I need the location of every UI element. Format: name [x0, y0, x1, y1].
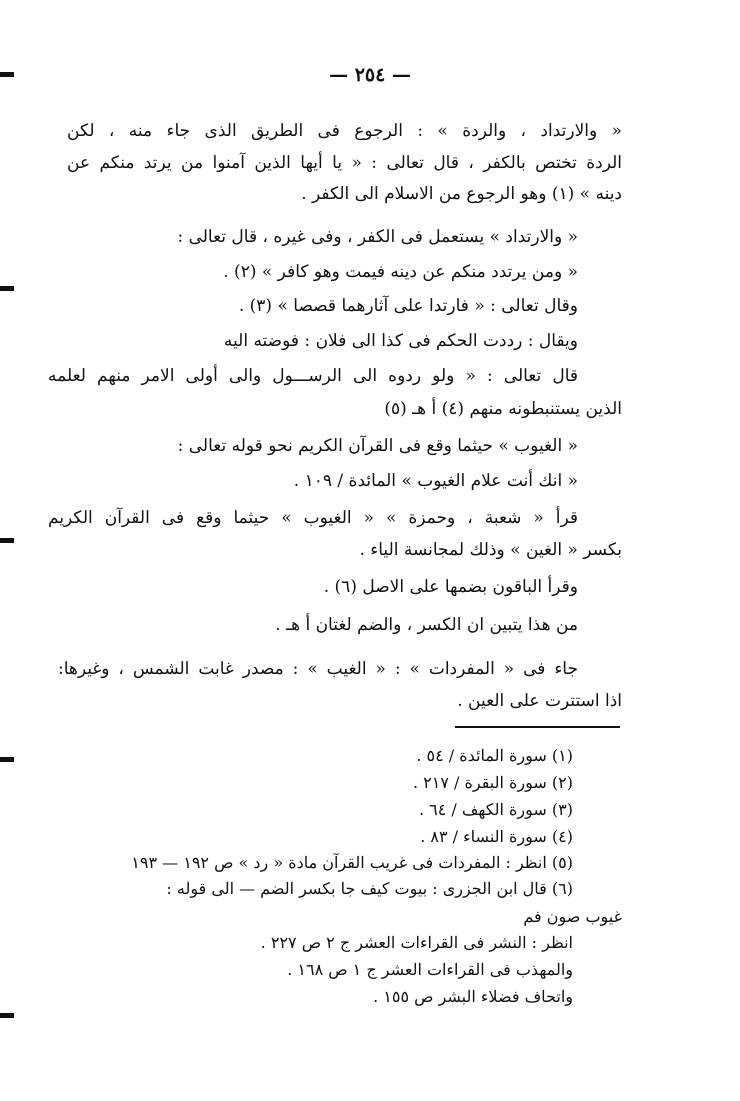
- footnote: (٦) قال ابن الجزرى : بيوت كيف جا بكسر الضم — الى قوله :: [166, 879, 573, 898]
- body-line: « والارتداد » يستعمل فى الكفر ، وفى غيره ، قال تعالى :: [177, 227, 578, 247]
- footnote-separator: [455, 726, 620, 728]
- body-line: قال تعالى : « ولو ردوه الى الرســـول والى أولى الامر منهم لعلمه: [48, 366, 578, 386]
- footnote: والمهذب فى القراءات العشر ج ١ ص ١٦٨ .: [287, 960, 573, 979]
- footnote: (٢) سورة البقرة / ٢١٧ .: [412, 773, 573, 792]
- body-line: « انك أنت علام الغيوب » المائدة / ١٠٩ .: [293, 471, 578, 491]
- footnote: (٤) سورة النساء / ٨٣ .: [420, 827, 573, 846]
- body-line: دينه » (١) وهو الرجوع من الاسلام الى الكفر .: [301, 184, 622, 204]
- edge-mark: [0, 538, 14, 543]
- body-line: جاء فى « المفردات » : « الغيب » : مصدر غابت الشمس ، وغيرها:: [58, 659, 578, 679]
- body-line: « والارتداد ، والردة » : الرجوع فى الطريق الذى جاء منه ، لكن: [67, 121, 622, 141]
- page-number: — ٢٥٤ —: [329, 64, 411, 86]
- edge-mark: [0, 757, 14, 762]
- footnote: (٣) سورة الكهف / ٦٤ .: [418, 800, 573, 819]
- body-line: قرأ « شعبة ، وحمزة » « الغيوب » حيثما وقع فى القرآن الكريم: [48, 508, 578, 528]
- body-line: الذين يستنبطونه منهم (٤) أ هـ (٥): [384, 399, 622, 419]
- edge-mark: [0, 1013, 14, 1018]
- body-line: من هذا يتبين ان الكسر ، والضم لغتان أ هـ .: [275, 615, 578, 635]
- footnote: انظر : النشر فى القراءات العشر ج ٢ ص ٢٢٧ .: [260, 933, 573, 952]
- footnote: واتحاف فضلاء البشر ص ١٥٥ .: [373, 987, 573, 1006]
- body-line: بكسر « الغين » وذلك لمجانسة الياء .: [359, 540, 622, 560]
- body-line: « الغيوب » حيثما وقع فى القرآن الكريم نحو قوله تعالى :: [177, 436, 578, 456]
- body-line: « ومن يرتدد منكم عن دينه فيمت وهو كافر » (٢) .: [223, 262, 578, 282]
- body-line: الردة تختص بالكفر ، قال تعالى : « يا أيها الذين آمنوا من يرتد منكم عن: [67, 153, 622, 173]
- footnote: (١) سورة المائدة / ٥٤ .: [416, 746, 573, 765]
- body-line: اذا استترت على العين .: [457, 691, 622, 711]
- edge-mark: [0, 286, 14, 291]
- footnote: غيوب صون فم: [523, 907, 622, 926]
- footnote: (٥) انظر : المفردات فى غريب القرآن مادة « رد » ص ١٩٢ — ١٩٣: [131, 853, 573, 872]
- body-line: وقال تعالى : « فارتدا على آثارهما قصصا » (٣) .: [238, 296, 578, 316]
- body-line: وقرأ الباقون بضمها على الاصل (٦) .: [323, 577, 578, 597]
- body-line: ويقال : رددت الحكم فى كذا الى فلان : فوضته اليه: [223, 331, 578, 351]
